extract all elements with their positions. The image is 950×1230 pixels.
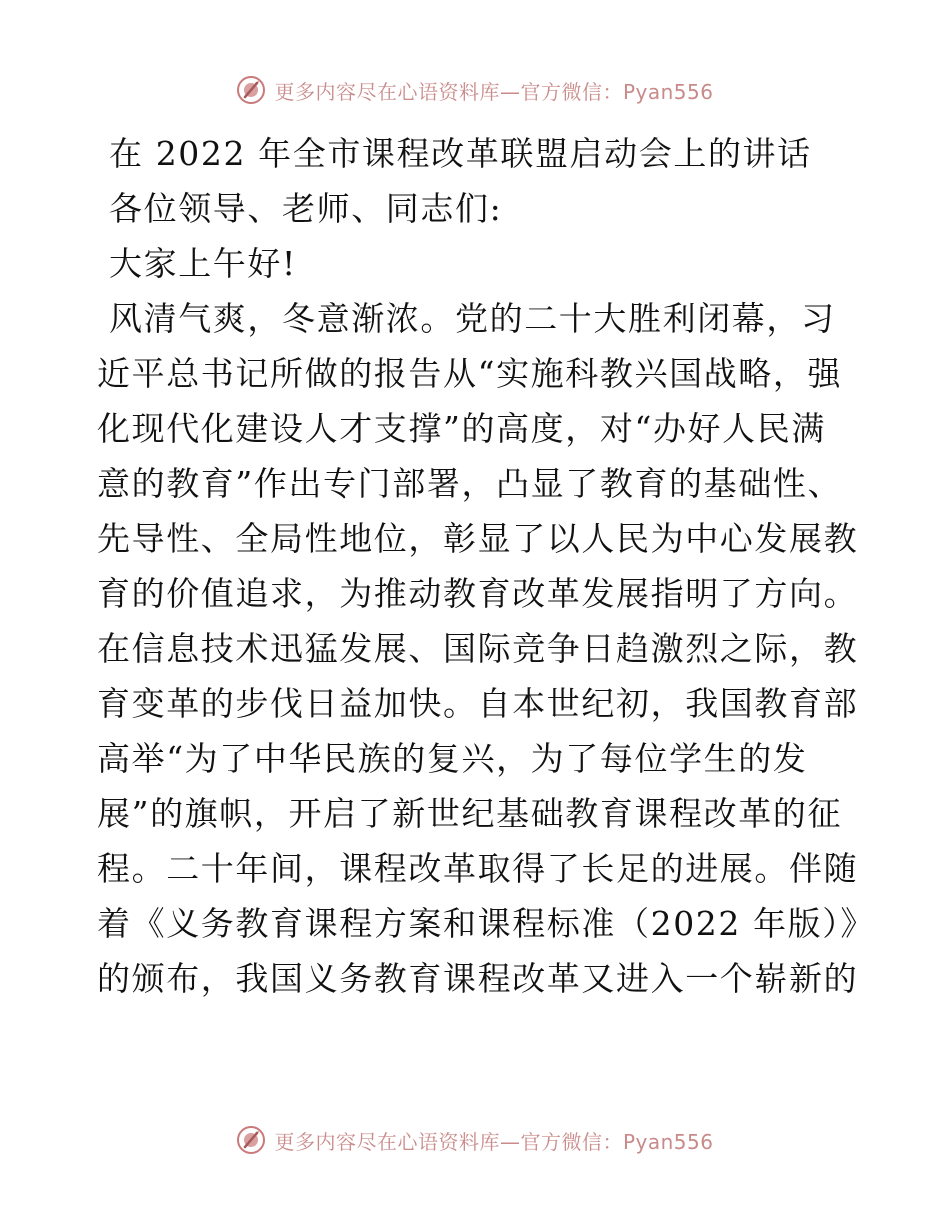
paragraph-line: 高举“为了中华民族的复兴，为了每位学生的发 (97, 739, 808, 778)
paragraph-line: 风清气爽，冬意渐浓。党的二十大胜利闭幕，习 (109, 299, 836, 338)
paragraph-line: 育的价值追求，为推动教育改革发展指明了方向。 (97, 574, 859, 613)
salutation: 各位领导、老师、同志们: (109, 189, 503, 228)
watermark-header (0, 70, 950, 110)
paragraph-line: 育变革的步伐日益加快。自本世纪初，我国教育部 (97, 684, 859, 723)
paragraph-line: 化现代化建设人才支撑”的高度，对“办好人民满 (97, 409, 826, 448)
document-body (97, 126, 875, 1006)
watermark-text: 更多内容尽在心语资料库—官方微信：Pyan556 (274, 79, 714, 104)
watermark-text: 更多内容尽在心语资料库—官方微信：Pyan556 (274, 1129, 714, 1154)
brand-logo-icon (236, 75, 266, 105)
paragraph-line: 着《义务教育课程方案和课程标准（2022 年版）》 (97, 904, 875, 943)
paragraph-line: 在信息技术迅猛发展、国际竞争日趋激烈之际，教 (97, 629, 859, 668)
brand-logo-icon (236, 1125, 266, 1155)
paragraph-line: 意的教育”作出专门部署，凸显了教育的基础性、 (97, 464, 843, 503)
paragraph-line: 先导性、全局性地位，彰显了以人民为中心发展教 (97, 519, 859, 558)
watermark-footer (0, 1120, 950, 1160)
paragraph-line: 程。二十年间，课程改革取得了长足的进展。伴随 (97, 849, 859, 888)
greeting: 大家上午好! (109, 244, 297, 283)
body-paragraph (97, 291, 875, 1006)
paragraph-line: 近平总书记所做的报告从“实施科教兴国战略，强 (97, 354, 843, 393)
document-title: 在 2022 年全市课程改革联盟启动会上的讲话 (109, 134, 812, 173)
paragraph-line: 展”的旗帜，开启了新世纪基础教育课程改革的征 (97, 794, 843, 833)
paragraph-line: 的颁布，我国义务教育课程改革又进入一个崭新的 (97, 959, 859, 998)
